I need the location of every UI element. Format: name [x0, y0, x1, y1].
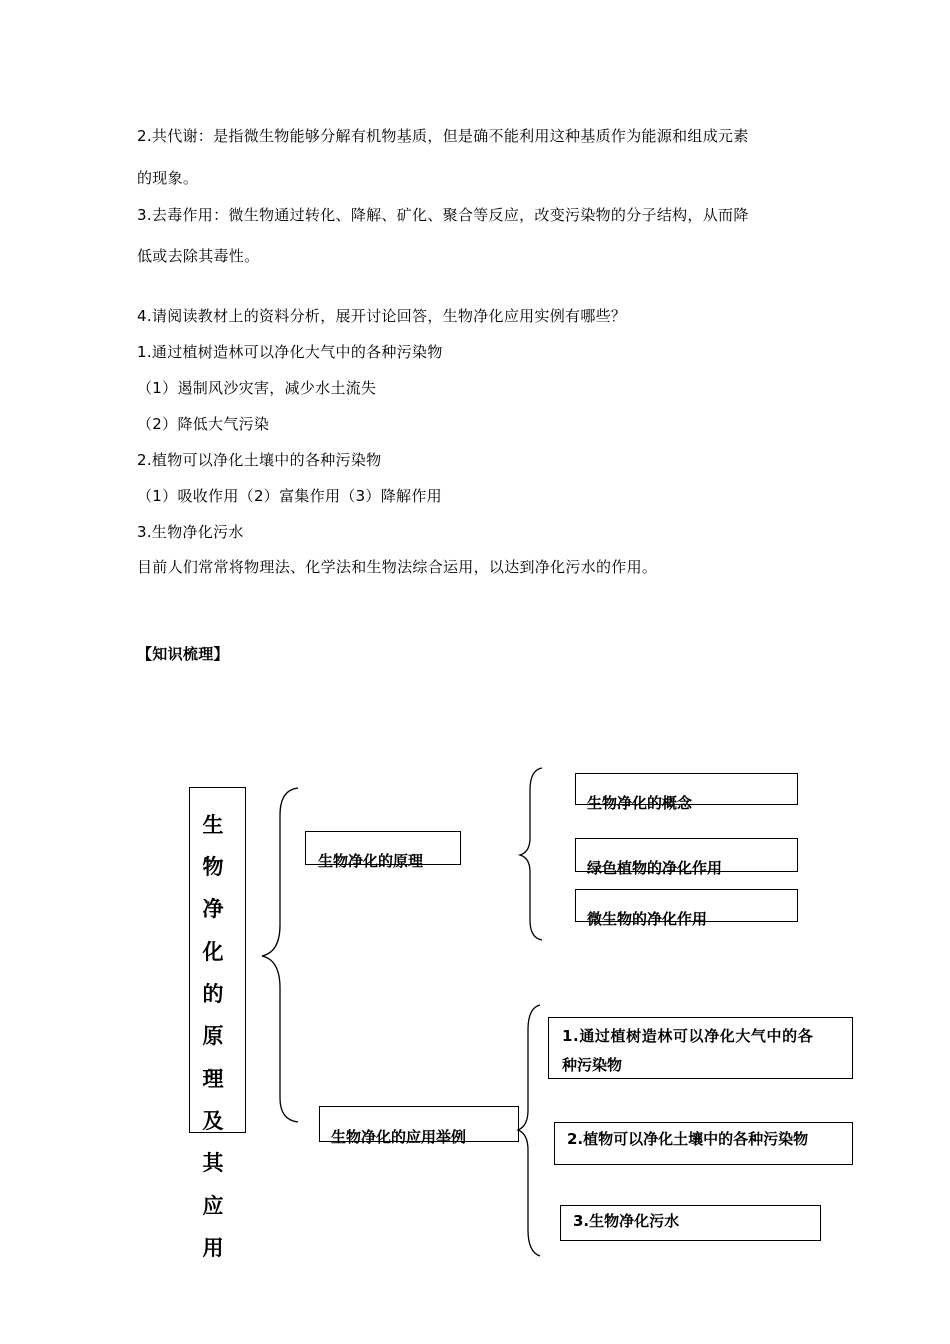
answer-2: 2.植物可以净化土壤中的各种污染物	[137, 451, 382, 469]
principle-item-concept-box	[575, 773, 798, 812]
answer-3: 3.生物净化污水	[137, 523, 244, 541]
principle-item-plants-box	[575, 838, 798, 877]
answer-1-item-2: （2）降低大气污染	[137, 415, 270, 433]
application-item-forest-line2: 种污染物	[562, 1056, 623, 1074]
answer-3-detail: 目前人们常常将物理法、化学法和生物法综合运用，以达到净化污水的作用。	[137, 558, 658, 576]
root-char-4: 化	[202, 940, 224, 964]
root-char-6: 原	[202, 1024, 224, 1048]
paragraph-detox-line2: 低或去除其毒性。	[137, 247, 260, 265]
root-char-1: 生	[202, 813, 224, 837]
section-title: 【知识梳理】	[137, 645, 229, 663]
answer-1-item-1: （1）遏制风沙灾害，减少水土流失	[137, 379, 377, 397]
application-item-water-box	[560, 1205, 821, 1241]
paragraph-cometabolism-line2: 的现象。	[137, 169, 199, 187]
root-brace	[262, 788, 298, 1122]
principle-brace	[520, 768, 542, 940]
root-char-10: 应	[202, 1194, 224, 1218]
paragraph-cometabolism-line1: 2.共代谢：是指微生物能够分解有机物基质，但是确不能利用这种基质作为能源和组成元素	[137, 127, 749, 145]
principle-item-plants: 绿色植物的净化作用	[587, 859, 723, 877]
branch-principle-label: 生物净化的原理	[318, 852, 424, 870]
paragraph-detox-line1: 3.去毒作用：微生物通过转化、降解、矿化、聚合等反应，改变污染物的分子结构，从而降	[137, 206, 749, 224]
answer-1: 1.通过植树造林可以净化大气中的各种污染物	[137, 343, 443, 361]
branch-principle-box	[305, 831, 461, 870]
application-item-water: 3.生物净化污水	[573, 1212, 680, 1230]
root-char-8: 及	[202, 1109, 224, 1133]
principle-item-microbes-box	[575, 889, 798, 928]
branch-application-label: 生物净化的应用举例	[331, 1128, 467, 1146]
application-item-forest-line1: 1.通过植树造林可以净化大气中的各	[562, 1027, 814, 1045]
root-char-7: 理	[202, 1067, 224, 1091]
application-item-forest-box	[548, 1017, 853, 1079]
root-char-2: 物	[202, 855, 224, 879]
principle-item-concept: 生物净化的概念	[587, 794, 693, 812]
application-item-soil-box	[554, 1122, 853, 1165]
branch-application-box	[319, 1106, 519, 1146]
root-char-3: 净	[202, 897, 224, 921]
answer-2-items: （1）吸收作用（2）富集作用（3）降解作用	[137, 487, 442, 505]
root-char-9: 其	[202, 1151, 224, 1175]
application-item-soil: 2.植物可以净化土壤中的各种污染物	[567, 1130, 809, 1148]
question-4: 4.请阅读教材上的资料分析，展开讨论回答，生物净化应用实例有哪些？	[137, 307, 627, 325]
principle-item-microbes: 微生物的净化作用	[587, 910, 708, 928]
application-brace	[518, 1005, 540, 1256]
root-char-5: 的	[202, 982, 224, 1006]
root-char-11: 用	[202, 1236, 224, 1260]
